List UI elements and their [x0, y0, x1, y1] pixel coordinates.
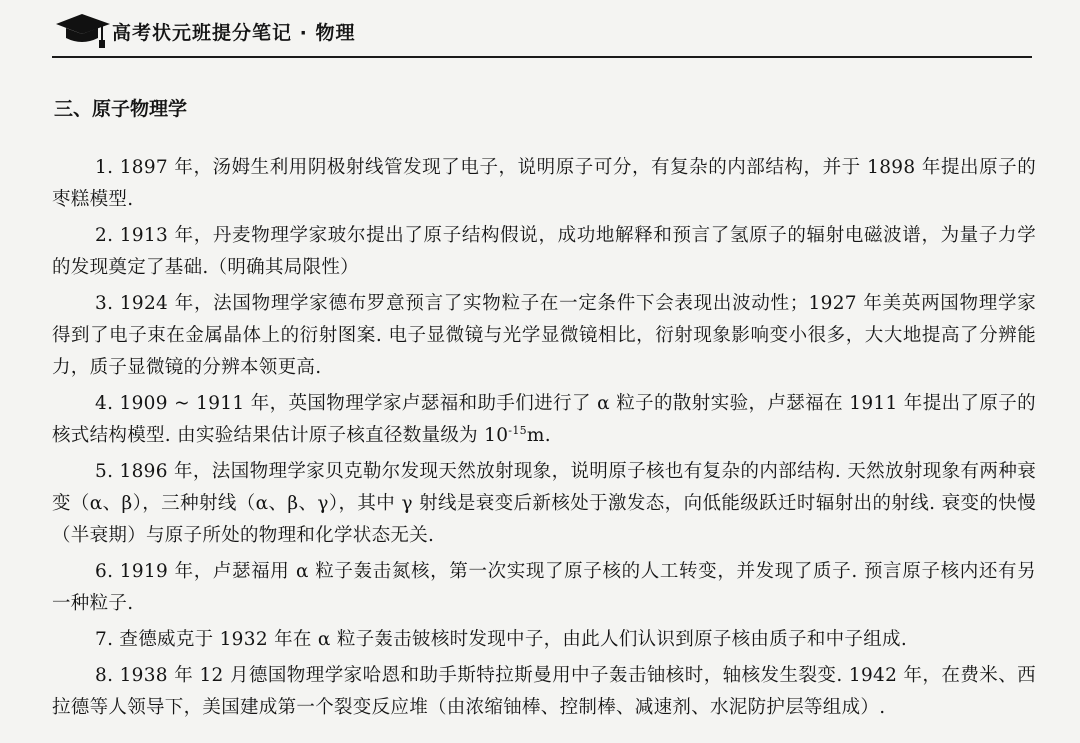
exponent: -15	[508, 424, 527, 437]
list-item: 6. 1919 年，卢瑟福用 α 粒子轰击氮核，第一次实现了原子核的人工转变，并发现了质子. 预言原子核内还有另一种粒子.	[52, 561, 1036, 614]
unit: m.	[526, 425, 551, 446]
list-item: 3. 1924 年，法国物理学家德布罗意预言了实物粒子在一定条件下会表现出波动性；1927 年美英两国物理学家得到了电子束在金属晶体上的衍射图案. 电子显微镜与光学显微镜相比，衍射现象影响变小很多，大大地提高了分辨能力，质子显微镜的分辨本领更高.	[52, 293, 1036, 378]
header-divider	[52, 56, 1032, 58]
graduation-cap-icon	[52, 10, 114, 50]
list-item: 7. 查德威克于 1932 年在 α 粒子轰击铍核时发现中子，由此人们认识到原子核由质子和中子组成.	[95, 629, 908, 650]
header-title: 高考状元班提分笔记 · 物理	[112, 22, 356, 44]
page-content	[52, 92, 1036, 728]
list-item: 4. 1909 ~ 1911 年，英国物理学家卢瑟福和助手们进行了 α 粒子的散射实验，卢瑟福在 1911 年提出了原子的核式结构模型. 由实验结果估计原子核直径数量级为 $10^{-15}m$.	[52, 393, 1036, 446]
list-item: 2. 1913 年，丹麦物理学家玻尔提出了原子结构假说，成功地解释和预言了氢原子的辐射电磁波谱，为量子力学的发现奠定了基础.（明确其局限性）	[52, 225, 1036, 278]
page-header	[52, 6, 1032, 54]
section-heading: 三、原子物理学	[54, 98, 188, 120]
list-item: 5. 1896 年，法国物理学家贝克勒尔发现天然放射现象，说明原子核也有复杂的内部结构. 天然放射现象有两种衰变（α、β），三种射线（α、β、γ），其中 γ 射线是衰变后新核处于激发态，向低能级跃迁时辐射出的射线. 衰变的快慢（半衰期）与原子所处的物理和化学状态无关.	[52, 461, 1036, 546]
list-item: 8. 1938 年 12 月德国物理学家哈恩和助手斯特拉斯曼用中子轰击铀核时，轴核发生裂变. 1942 年，在费米、西拉德等人领导下，美国建成第一个裂变反应堆（由浓缩铀棒、控制棒、减速剂、水泥防护层等组成）.	[52, 665, 1036, 718]
list-item: 1. 1897 年，汤姆生利用阴极射线管发现了电子，说明原子可分，有复杂的内部结构，并于 1898 年提出原子的枣糕模型.	[52, 157, 1036, 210]
